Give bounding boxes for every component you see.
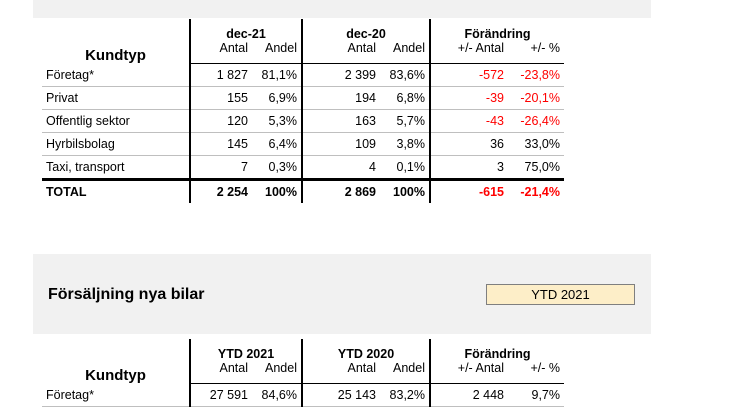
cell-antal-1: 120 — [190, 110, 252, 133]
table-row — [42, 87, 564, 110]
cell-andel-2: 83,2% — [380, 384, 430, 407]
cell-andel-2: 83,6% — [380, 64, 430, 87]
customer-type-table-ytd — [42, 339, 564, 407]
cell-andel-1: 6,4% — [252, 133, 302, 156]
cell-change-antal: -43 — [430, 110, 508, 133]
sub-header-change-pct: +/- % — [508, 361, 564, 384]
cell-antal-2: 194 — [302, 87, 380, 110]
cell-change-pct: -20,1% — [508, 87, 564, 110]
sub-header-antal: Antal — [302, 41, 380, 64]
cell-antal-1: 1 827 — [190, 64, 252, 87]
period-header-1: dec-21 — [190, 19, 302, 41]
cell-antal-2: 109 — [302, 133, 380, 156]
cell-andel-2: 3,8% — [380, 133, 430, 156]
table-row — [42, 384, 564, 407]
kundtyp-header: Kundtyp — [85, 46, 146, 64]
sub-header-antal: Antal — [190, 361, 252, 384]
top-header-band — [33, 0, 651, 18]
cell-antal-1: 27 591 — [190, 384, 252, 407]
sub-header-change-antal: +/- Antal — [430, 41, 508, 64]
table-row — [42, 133, 564, 156]
table-row — [42, 64, 564, 87]
change-header: Förändring — [430, 339, 564, 361]
cell-antal-2: 25 143 — [302, 384, 380, 407]
cell-change-pct: -26,4% — [508, 110, 564, 133]
cell-change-antal: -572 — [430, 64, 508, 87]
row-label: Privat — [42, 87, 190, 110]
cell-andel-1: 0,3% — [252, 156, 302, 180]
cell-andel-1: 100% — [252, 180, 302, 204]
sub-header-andel: Andel — [380, 41, 430, 64]
cell-change-pct: 9,7% — [508, 384, 564, 407]
section-title: Försäljning nya bilar — [48, 286, 205, 303]
cell-change-pct: 33,0% — [508, 133, 564, 156]
total-row — [42, 180, 564, 204]
cell-andel-2: 0,1% — [380, 156, 430, 180]
cell-change-antal: 3 — [430, 156, 508, 180]
row-label: Företag* — [42, 64, 190, 87]
cell-change-antal: -615 — [430, 180, 508, 204]
cell-antal-2: 2 869 — [302, 180, 380, 204]
kundtyp-header: Kundtyp — [85, 366, 146, 384]
cell-antal-1: 7 — [190, 156, 252, 180]
cell-change-pct: -21,4% — [508, 180, 564, 204]
sub-header-andel: Andel — [380, 361, 430, 384]
period-selector[interactable]: YTD 2021 — [486, 284, 635, 305]
cell-antal-1: 155 — [190, 87, 252, 110]
row-label: Offentlig sektor — [42, 110, 190, 133]
sub-header-change-antal: +/- Antal — [430, 361, 508, 384]
cell-antal-1: 145 — [190, 133, 252, 156]
sub-header-andel: Andel — [252, 41, 302, 64]
sub-header-antal: Antal — [190, 41, 252, 64]
row-label: Hyrbilsbolag — [42, 133, 190, 156]
cell-antal-2: 2 399 — [302, 64, 380, 87]
cell-andel-1: 6,9% — [252, 87, 302, 110]
row-label: Taxi, transport — [42, 156, 190, 180]
sub-header-antal: Antal — [302, 361, 380, 384]
sub-header-andel: Andel — [252, 361, 302, 384]
change-header: Förändring — [430, 19, 564, 41]
cell-andel-2: 5,7% — [380, 110, 430, 133]
table-row — [42, 110, 564, 133]
row-label: Företag* — [42, 384, 190, 407]
cell-andel-2: 6,8% — [380, 87, 430, 110]
total-label: TOTAL — [42, 180, 190, 204]
period-header-2: dec-20 — [302, 19, 430, 41]
cell-andel-1: 5,3% — [252, 110, 302, 133]
cell-antal-2: 4 — [302, 156, 380, 180]
cell-change-antal: -39 — [430, 87, 508, 110]
period-header-1: YTD 2021 — [190, 339, 302, 361]
cell-change-pct: -23,8% — [508, 64, 564, 87]
sub-header-change-pct: +/- % — [508, 41, 564, 64]
cell-change-antal: 2 448 — [430, 384, 508, 407]
period-header-2: YTD 2020 — [302, 339, 430, 361]
cell-change-pct: 75,0% — [508, 156, 564, 180]
cell-change-antal: 36 — [430, 133, 508, 156]
table-row — [42, 156, 564, 180]
cell-andel-2: 100% — [380, 180, 430, 204]
cell-antal-1: 2 254 — [190, 180, 252, 204]
customer-type-table-dec — [42, 19, 564, 203]
cell-andel-1: 81,1% — [252, 64, 302, 87]
cell-andel-1: 84,6% — [252, 384, 302, 407]
cell-antal-2: 163 — [302, 110, 380, 133]
